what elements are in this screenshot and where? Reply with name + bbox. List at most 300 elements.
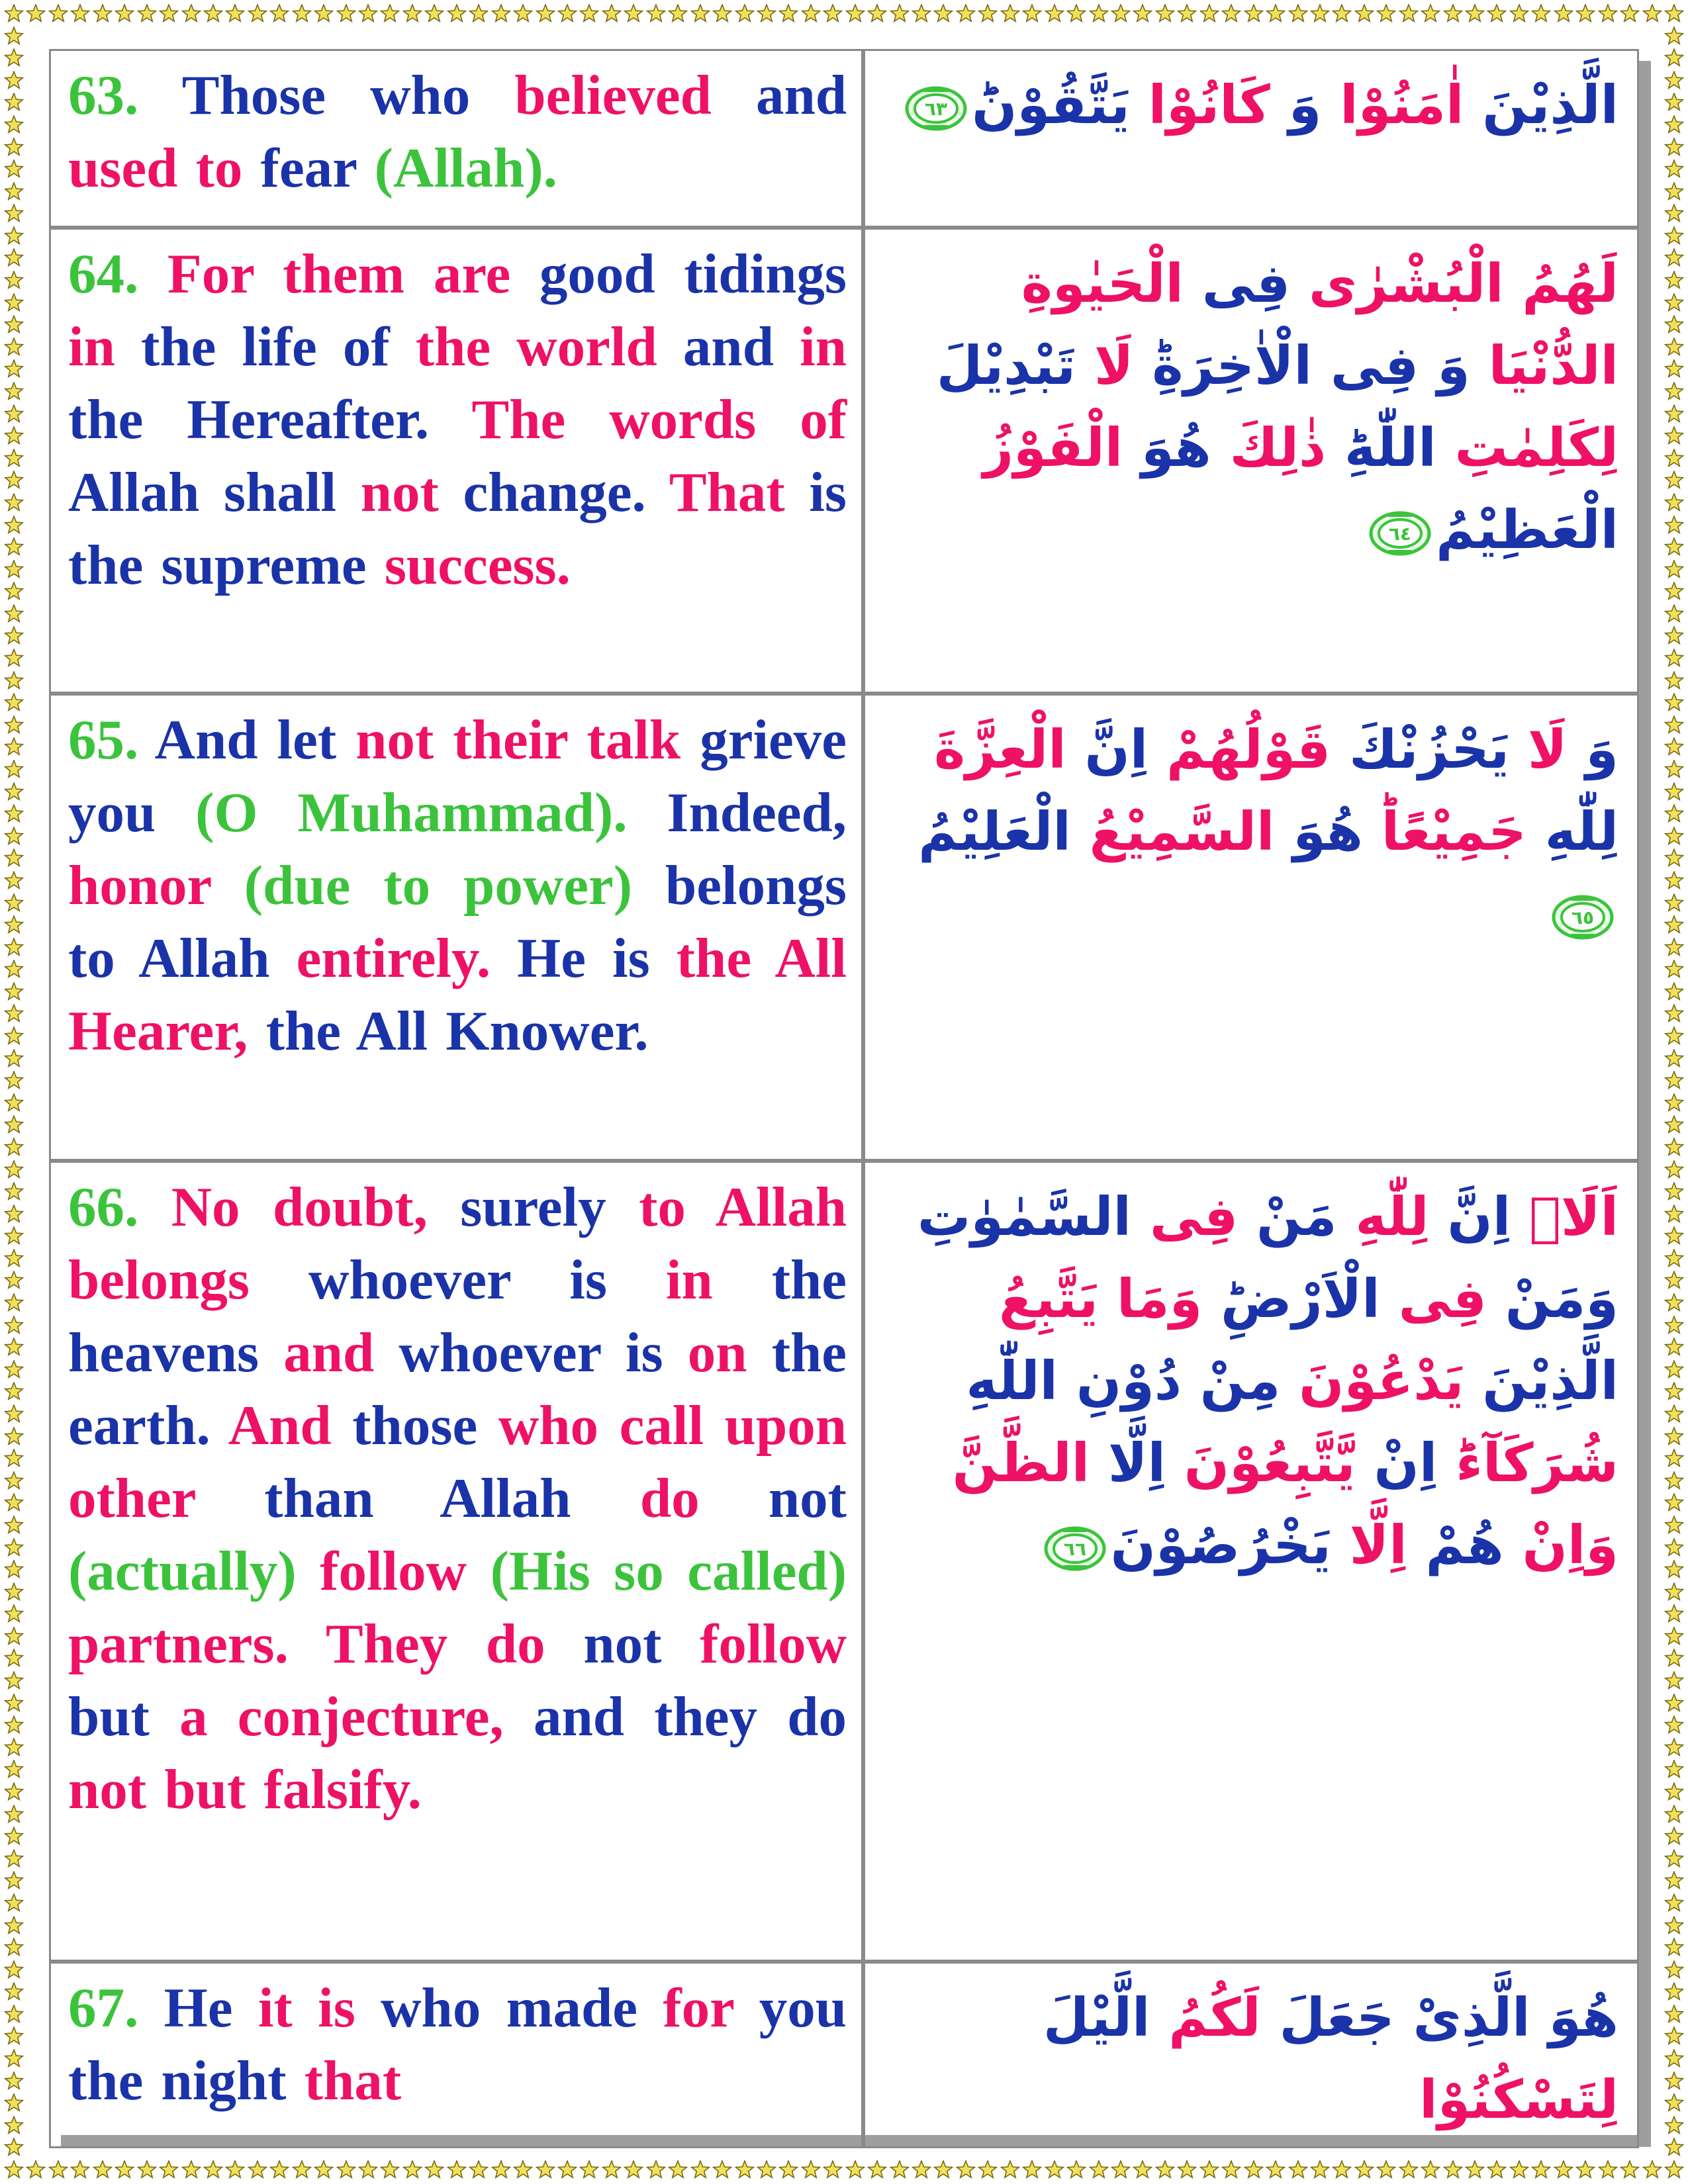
border-star-icon	[1664, 2005, 1684, 2025]
arabic-word: وَمَا	[1098, 1268, 1203, 1330]
translation-segment: than Allah	[264, 1467, 640, 1529]
border-star-icon	[4, 827, 24, 846]
translation-segment: do	[639, 1467, 769, 1529]
border-star-icon	[602, 2160, 622, 2180]
arabic-word: لِتَسْكُنُوْا	[1419, 2069, 1618, 2130]
translation-segment: not	[768, 1467, 847, 1529]
border-star-icon	[1487, 4, 1507, 24]
border-star-icon	[1664, 960, 1684, 979]
arabic-word: لَا	[1509, 719, 1568, 780]
border-star-icon	[1620, 2160, 1640, 2180]
arabic-word: الظَّنَّ	[952, 1432, 1090, 1494]
border-star-icon	[1531, 2160, 1551, 2180]
border-star-icon	[225, 4, 245, 24]
border-star-icon	[1664, 48, 1684, 68]
translation-segment: (due to power)	[244, 854, 666, 917]
border-star-icon	[4, 115, 24, 135]
border-star-icon	[1022, 4, 1042, 24]
border-star-icon	[867, 4, 887, 24]
border-star-icon	[1664, 537, 1684, 557]
border-star-icon	[1664, 1782, 1684, 1802]
border-star-icon	[4, 271, 24, 291]
border-star-icon	[93, 4, 113, 24]
border-star-icon	[4, 1938, 24, 1958]
border-star-icon	[4, 915, 24, 935]
translation-segment: belongs to Allah	[68, 854, 847, 989]
border-star-icon	[4, 1338, 24, 1357]
border-star-icon	[469, 4, 489, 24]
arabic-word: فِى	[1183, 253, 1291, 314]
translation-segment: and	[682, 316, 800, 378]
arabic-verse-cell	[863, 694, 1639, 1161]
english-text	[68, 704, 847, 1068]
border-star-icon	[1221, 2160, 1241, 2180]
border-star-icon	[4, 760, 24, 780]
border-star-icon	[358, 2160, 378, 2180]
border-star-icon	[4, 715, 24, 735]
translation-segment: And	[228, 1394, 353, 1457]
arabic-word: فِى	[1131, 1186, 1239, 1248]
border-star-icon	[4, 1226, 24, 1246]
border-star-icon	[4, 516, 24, 535]
border-star-icon	[4, 449, 24, 469]
arabic-word: يَّتَّبِعُوْنَ	[1165, 1432, 1356, 1494]
arabic-verse-cell	[863, 1962, 1639, 2148]
translation-segment: and	[283, 1322, 399, 1384]
border-star-icon	[624, 2160, 643, 2180]
arabic-word: الْحَيٰوةِ الدُّنْيَا	[1021, 253, 1618, 396]
english-translation-cell	[49, 1161, 863, 1962]
border-star-icon	[491, 2160, 511, 2180]
ayah-number: ٦٣	[924, 98, 948, 120]
arabic-word: السَّمٰوٰتِ	[917, 1186, 1131, 1248]
translation-segment: For them are	[138, 243, 539, 305]
border-star-icon	[757, 2160, 776, 2180]
border-star-icon	[1664, 1960, 1684, 1980]
border-star-icon	[4, 426, 24, 446]
translation-segment: who call upon other	[68, 1394, 847, 1529]
english-text	[68, 59, 847, 205]
border-star-icon	[1664, 893, 1684, 913]
border-star-icon	[4, 537, 24, 557]
translation-segment: for	[663, 1977, 759, 2039]
arabic-word: كَانُوْا	[1129, 74, 1270, 136]
translation-segment: and	[711, 64, 847, 126]
border-star-icon	[933, 4, 953, 24]
border-star-icon	[1089, 2160, 1109, 2180]
border-star-icon	[424, 2160, 444, 2180]
border-star-icon	[4, 2138, 24, 2158]
border-star-icon	[1664, 26, 1684, 46]
border-star-icon	[1664, 1115, 1684, 1135]
translation-segment: The words of	[471, 388, 847, 451]
border-star-icon	[4, 1316, 24, 1336]
border-star-icon	[1399, 2160, 1419, 2180]
border-star-icon	[203, 2160, 223, 2180]
translation-segment: believed	[514, 64, 712, 126]
border-star-icon	[1664, 338, 1684, 357]
border-star-icon	[1155, 2160, 1175, 2180]
border-star-icon	[1664, 848, 1684, 868]
border-star-icon	[1664, 715, 1684, 735]
border-star-icon	[1664, 938, 1684, 958]
translation-segment: (O Muhammad).	[195, 782, 667, 844]
border-star-icon	[4, 1182, 24, 1202]
translation-segment: the heavens	[68, 1249, 847, 1384]
border-star-icon	[933, 2160, 953, 2180]
border-star-icon	[4, 1916, 24, 1936]
border-star-icon	[1664, 271, 1684, 291]
border-star-icon	[823, 4, 843, 24]
border-star-icon	[4, 1694, 24, 1713]
arabic-word: هُوَ الَّذِىْ جَعَلَ	[1260, 1987, 1618, 2048]
verse-number: 63.	[68, 64, 139, 126]
border-star-icon	[4, 848, 24, 868]
border-star-icon	[4, 1360, 24, 1380]
frame-shadow-right	[1639, 61, 1651, 2146]
border-star-icon	[4, 1271, 24, 1291]
border-star-icon	[4, 626, 24, 646]
border-star-icon	[1664, 1516, 1684, 1535]
border-star-icon	[4, 338, 24, 357]
border-star-icon	[4, 1404, 24, 1424]
border-star-icon	[1664, 649, 1684, 668]
border-star-icon	[1664, 426, 1684, 446]
border-star-icon	[402, 2160, 422, 2180]
border-star-icon	[1664, 737, 1684, 757]
border-star-icon	[4, 604, 24, 624]
border-star-icon	[1244, 2160, 1264, 2180]
border-star-icon	[4, 782, 24, 802]
translation-segment: And let	[138, 709, 356, 771]
arabic-word: يَحْزُنْكَ	[1331, 719, 1509, 780]
border-star-icon	[1664, 204, 1684, 224]
border-star-icon	[1664, 1427, 1684, 1447]
border-star-icon	[1443, 2160, 1463, 2180]
border-star-icon	[4, 1493, 24, 1513]
arabic-word: اِلَّا	[1090, 1432, 1166, 1494]
border-star-icon	[4, 560, 24, 580]
border-star-icon	[1664, 1338, 1684, 1357]
border-star-icon	[978, 4, 998, 24]
arabic-word: وَ	[1270, 74, 1322, 136]
arabic-word: وَ فِى	[1311, 335, 1470, 396]
border-star-icon	[1354, 2160, 1374, 2180]
border-star-icon	[292, 2160, 312, 2180]
border-star-icon	[1266, 2160, 1286, 2180]
border-star-icon	[1221, 4, 1241, 24]
border-star-icon	[1664, 1404, 1684, 1424]
translation-segment: and they do	[533, 1686, 847, 1748]
border-star-icon	[4, 1160, 24, 1180]
border-star-icon	[1664, 1293, 1684, 1313]
border-star-icon	[1664, 1938, 1684, 1958]
border-star-icon	[1664, 1871, 1684, 1891]
border-star-icon	[4, 159, 24, 179]
border-star-icon	[1664, 159, 1684, 179]
border-star-icon	[93, 2160, 113, 2180]
border-star-icon	[978, 2160, 998, 2180]
border-star-icon	[1664, 582, 1684, 602]
arabic-word: اِنَّ	[1429, 1186, 1511, 1248]
border-star-icon	[1575, 4, 1595, 24]
border-star-icon	[314, 4, 334, 24]
border-star-icon	[1199, 4, 1219, 24]
border-star-icon	[4, 804, 24, 824]
arabic-text	[881, 239, 1618, 571]
border-star-icon	[4, 1871, 24, 1891]
border-star-icon	[1045, 2160, 1064, 2180]
border-star-icon	[4, 737, 24, 757]
border-star-icon	[1509, 4, 1529, 24]
border-star-icon	[1642, 4, 1662, 24]
border-star-icon	[1664, 1560, 1684, 1580]
border-star-icon	[845, 2160, 865, 2180]
border-star-icon	[1288, 4, 1308, 24]
translation-segment: (His so called)	[490, 1540, 847, 1602]
arabic-word: الْفَوْزُ	[982, 417, 1123, 478]
border-star-icon	[801, 2160, 821, 2180]
border-star-icon	[4, 1671, 24, 1691]
translation-segment: not their talk	[355, 709, 700, 771]
translation-segment: is the supreme	[68, 461, 847, 596]
translation-segment: (Allah).	[374, 137, 557, 199]
border-star-icon	[1664, 1694, 1684, 1713]
arabic-verse-cell	[863, 1161, 1639, 1962]
border-star-icon	[1664, 1671, 1684, 1691]
border-star-icon	[181, 2160, 201, 2180]
border-star-icon	[4, 1249, 24, 1269]
translation-segment: fear	[260, 137, 375, 199]
english-translation-cell	[49, 694, 863, 1161]
border-star-icon	[1045, 4, 1064, 24]
arabic-word: لَهُمُ الْبُشْرٰى	[1290, 253, 1618, 314]
border-star-icon	[1664, 1226, 1684, 1246]
border-star-icon	[4, 1582, 24, 1602]
border-star-icon	[624, 4, 643, 24]
translation-segment: Indeed,	[667, 782, 847, 844]
translation-segment: success.	[384, 534, 571, 596]
arabic-word: اِنَّ	[1066, 719, 1149, 780]
translation-segment: He	[138, 1977, 258, 2039]
border-star-icon	[1664, 2049, 1684, 2069]
border-star-icon	[1664, 2160, 1684, 2180]
border-star-icon	[1376, 4, 1396, 24]
translation-segment: the All Knower.	[265, 1000, 649, 1062]
translation-segment: on	[687, 1322, 772, 1384]
border-star-icon	[1310, 2160, 1330, 2180]
border-star-icon	[115, 2160, 134, 2180]
border-star-icon	[1664, 1316, 1684, 1336]
border-star-icon	[380, 4, 400, 24]
border-star-icon	[4, 2160, 24, 2180]
english-translation-cell	[49, 1962, 863, 2148]
english-text	[68, 238, 847, 602]
arabic-text	[881, 60, 1618, 146]
border-star-icon	[115, 4, 134, 24]
border-star-icon	[1664, 827, 1684, 846]
border-star-icon	[867, 2160, 887, 2180]
border-star-icon	[1133, 2160, 1152, 2180]
translation-segment: the Hereafter.	[68, 388, 472, 451]
border-star-icon	[4, 1382, 24, 1402]
border-star-icon	[424, 4, 444, 24]
translation-segment: good tidings	[539, 243, 847, 305]
border-star-icon	[1664, 871, 1684, 891]
border-star-icon	[447, 2160, 467, 2180]
border-star-icon	[1664, 1049, 1684, 1069]
translation-segment: a conjecture,	[179, 1686, 534, 1748]
border-star-icon	[314, 2160, 334, 2180]
border-star-icon	[4, 1538, 24, 1558]
border-star-icon	[1664, 2116, 1684, 2136]
border-star-icon	[1664, 804, 1684, 824]
translation-segment: the life of	[141, 316, 416, 378]
arabic-word: الْاٰخِرَةِؕ	[1133, 335, 1312, 396]
border-star-icon	[4, 1649, 24, 1668]
arabic-word: مَنْ	[1238, 1186, 1337, 1248]
border-star-icon	[1664, 315, 1684, 335]
border-star-icon	[1664, 115, 1684, 135]
border-star-icon	[1664, 760, 1684, 780]
border-star-icon	[1664, 2071, 1684, 2091]
translation-segment: to Allah belongs	[68, 1176, 847, 1311]
border-star-icon	[447, 4, 467, 24]
border-star-icon	[1598, 4, 1618, 24]
border-star-icon	[1155, 4, 1175, 24]
arabic-word: ذٰلِكَ	[1211, 417, 1327, 478]
border-star-icon	[1244, 4, 1264, 24]
border-star-icon	[557, 4, 577, 24]
translation-segment: Allah shall	[68, 461, 361, 523]
border-star-icon	[1664, 293, 1684, 313]
border-star-icon	[1664, 1026, 1684, 1046]
border-star-icon	[26, 2160, 46, 2180]
border-star-icon	[4, 1471, 24, 1491]
ayah-number: ٦٦	[1063, 1538, 1086, 1561]
translation-segment: That	[669, 461, 810, 523]
border-star-icon	[1664, 1138, 1684, 1158]
border-star-icon	[4, 404, 24, 424]
arabic-text	[881, 1973, 1618, 2141]
border-star-icon	[579, 2160, 599, 2180]
border-star-icon	[4, 48, 24, 68]
border-star-icon	[1177, 2160, 1197, 2180]
border-star-icon	[1089, 4, 1109, 24]
arabic-word: هُوَ	[1274, 801, 1363, 862]
border-star-icon	[469, 2160, 489, 2180]
border-star-icon	[1421, 2160, 1440, 2180]
border-star-icon	[4, 138, 24, 158]
arabic-word: يَتَّبِعُ	[999, 1268, 1099, 1330]
border-star-icon	[4, 2071, 24, 2091]
border-star-icon	[1664, 1538, 1684, 1558]
border-star-icon	[1664, 693, 1684, 713]
translation-segment: (actually)	[68, 1540, 320, 1602]
arabic-word: مِنْ دُوْنِ اللّٰهِ	[966, 1350, 1281, 1412]
border-star-icon	[4, 1560, 24, 1580]
border-star-icon	[137, 4, 157, 24]
border-star-icon	[1376, 2160, 1396, 2180]
verse-number: 67.	[68, 1977, 139, 2039]
border-star-icon	[1487, 2160, 1507, 2180]
border-star-icon	[4, 71, 24, 91]
border-star-icon	[4, 1115, 24, 1135]
border-star-icon	[1664, 1382, 1684, 1402]
border-star-icon	[845, 4, 865, 24]
border-star-icon	[1664, 359, 1684, 379]
translation-segment: follow	[320, 1540, 491, 1602]
translation-segment: you the night	[68, 1977, 847, 2112]
translation-segment: not but falsify.	[68, 1758, 422, 1821]
translation-segment: but	[68, 1686, 180, 1748]
border-star-icon	[668, 4, 688, 24]
border-star-icon	[4, 248, 24, 268]
border-star-icon	[912, 4, 931, 24]
border-star-icon	[4, 693, 24, 713]
border-star-icon	[4, 2026, 24, 2046]
border-star-icon	[1664, 404, 1684, 424]
border-star-icon	[1664, 1205, 1684, 1224]
border-star-icon	[956, 4, 976, 24]
border-star-icon	[1554, 4, 1573, 24]
ayah-end-marker-icon	[1551, 894, 1615, 940]
border-star-icon	[4, 1627, 24, 1647]
arabic-word: اِنْ	[1355, 1432, 1438, 1494]
border-star-icon	[1664, 471, 1684, 490]
arabic-word: اَلَاۤ	[1511, 1186, 1618, 1248]
translation-segment: in	[68, 316, 142, 378]
border-star-icon	[4, 2049, 24, 2069]
border-star-icon	[1664, 1982, 1684, 2002]
border-star-icon	[4, 1093, 24, 1113]
border-star-icon	[1664, 560, 1684, 580]
border-star-icon	[4, 1004, 24, 1024]
border-star-icon	[358, 4, 378, 24]
border-star-icon	[1664, 982, 1684, 1002]
translation-segment: the world	[415, 316, 683, 378]
border-star-icon	[1664, 1893, 1684, 1913]
border-star-icon	[4, 1205, 24, 1224]
border-star-icon	[4, 1293, 24, 1313]
arabic-word: الْعِزَّةَ	[934, 719, 1066, 780]
border-star-icon	[4, 1604, 24, 1624]
border-star-icon	[1310, 4, 1330, 24]
border-star-icon	[1443, 4, 1463, 24]
arabic-verse-cell	[863, 49, 1639, 228]
verse-row	[49, 1962, 1639, 2148]
border-star-icon	[1664, 1249, 1684, 1269]
border-star-icon	[70, 2160, 90, 2180]
border-star-icon	[1664, 1360, 1684, 1380]
verse-row	[49, 1161, 1639, 1962]
translation-segment: whoever is	[308, 1249, 666, 1311]
arabic-word: وَاِنْ	[1503, 1514, 1618, 1576]
verse-row	[49, 228, 1639, 694]
border-star-icon	[4, 960, 24, 979]
translation-segment: those	[352, 1394, 498, 1457]
arabic-word: الَّذِيْنَ	[1464, 74, 1618, 136]
border-star-icon	[1664, 1160, 1684, 1180]
border-star-icon	[668, 2160, 688, 2180]
arabic-word: يَخْرُصُوْنَ	[1110, 1514, 1331, 1576]
border-star-icon	[1664, 248, 1684, 268]
arabic-word: لِلّٰهِ	[1526, 801, 1618, 862]
ayah-number: ٦٥	[1571, 907, 1595, 929]
border-star-icon	[712, 2160, 732, 2180]
arabic-word: اِلَّا	[1331, 1514, 1407, 1576]
border-star-icon	[1620, 4, 1640, 24]
